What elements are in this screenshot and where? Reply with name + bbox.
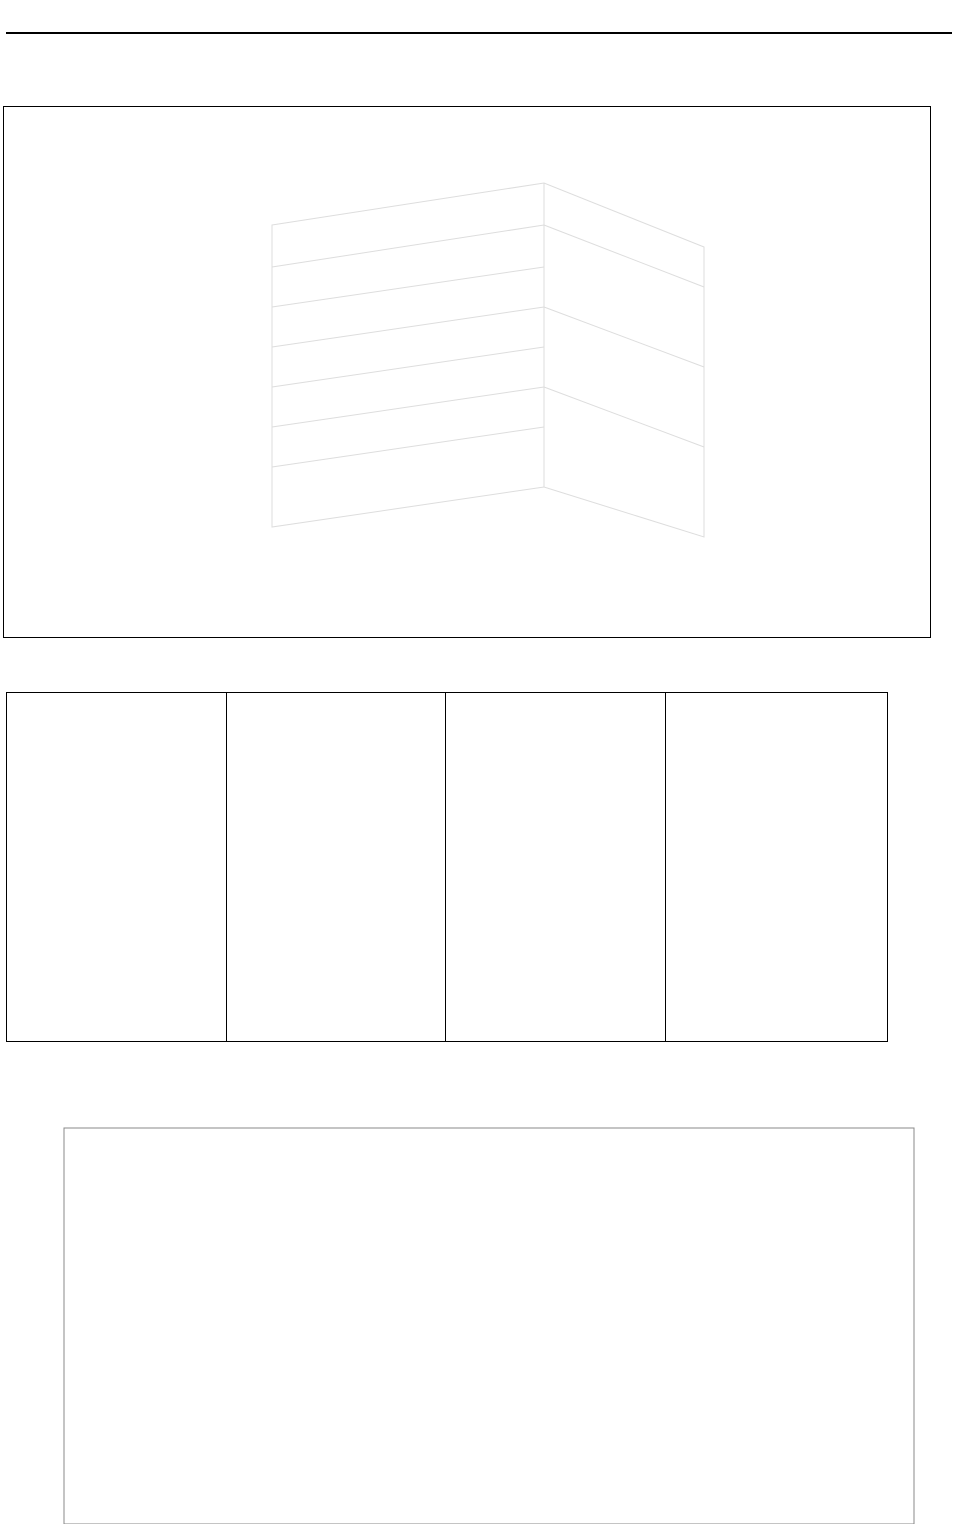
chain-index-table xyxy=(6,692,888,1042)
3d-sequence-chart xyxy=(4,107,930,637)
3d-chart-box xyxy=(3,106,931,638)
3d-grid xyxy=(272,183,704,537)
table-group-1 xyxy=(7,693,227,1041)
table-header xyxy=(226,693,445,757)
table-header xyxy=(665,693,887,757)
table-group-4 xyxy=(665,693,887,1041)
plot-area xyxy=(64,1128,914,1524)
growth-rate-chart xyxy=(0,1104,960,1524)
table-group-2 xyxy=(226,693,446,1041)
table-header xyxy=(7,693,226,757)
table-group-3 xyxy=(445,693,666,1041)
table-header xyxy=(445,693,665,757)
page-header xyxy=(6,2,952,34)
